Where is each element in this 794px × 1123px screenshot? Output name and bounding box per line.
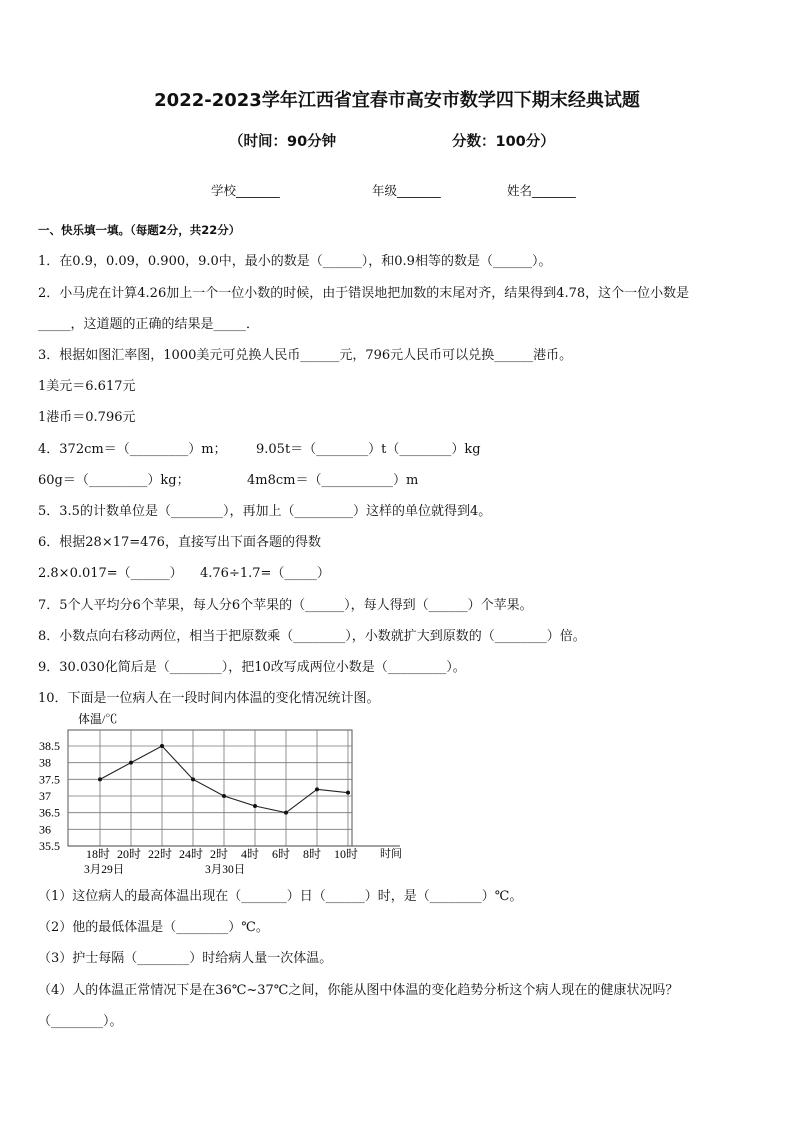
question-4-part1: 4．372cm＝（_________）m； xyxy=(38,442,227,457)
data-point xyxy=(129,761,133,765)
question-2-line2: _____，这道题的正确的结果是_____． xyxy=(38,317,260,332)
y-tick-label: 38 xyxy=(39,755,51,770)
question-3: 3．根据如图汇率图，1000美元可兑换人民币______元，796元人民币可以兑换______港币。 xyxy=(38,348,573,363)
question-10-4-line1: （4）人的体温正常情况下是在36℃~37℃之间，你能从图中体温的变化趋势分析这个病人现在的健康状况吗？ xyxy=(38,983,679,998)
question-10: 10．下面是一位病人在一段时间内体温的变化情况统计图。 xyxy=(38,691,380,706)
grade-field: 年级_______ xyxy=(372,183,441,198)
question-10-3: （3）护士每隔（________）时给病人量一次体温。 xyxy=(38,951,333,966)
x-tick-label: 18时 xyxy=(86,847,111,861)
data-point xyxy=(315,787,319,791)
date-label: 3月29日 xyxy=(84,864,125,876)
question-4-part2: 9.05t＝（________）t（________）kg xyxy=(256,442,481,457)
x-axis-label: 时间 xyxy=(380,848,402,860)
rate-hkd: 1港币＝0.796元 xyxy=(38,410,136,425)
data-point xyxy=(191,777,195,781)
question-8: 8．小数点向右移动两位，相当于把原数乘（________），小数就扩大到原数的（________）倍。 xyxy=(38,629,586,644)
x-tick-label: 6时 xyxy=(272,847,291,861)
question-6a: 2.8×0.017=（______） xyxy=(38,566,183,581)
data-point xyxy=(253,804,257,808)
y-tick-label: 36 xyxy=(39,822,51,837)
y-axis-label: 体温/℃ xyxy=(78,712,118,726)
x-tick-label: 8时 xyxy=(303,847,322,861)
score-info: 分数：100分） xyxy=(452,134,555,150)
question-2-line1: 2．小马虎在计算4.26加上一个一位小数的时候，由于错误地把加数的末尾对齐，结果得到4.78，这个一位小数是 xyxy=(38,286,690,301)
y-tick-label: 35.5 xyxy=(39,839,60,853)
x-tick-label: 22时 xyxy=(148,847,173,861)
date-label: 3月30日 xyxy=(205,864,246,876)
question-4-part4: 4m8cm＝（___________）m xyxy=(247,473,419,488)
question-4-part3: 60g＝（_________）kg； xyxy=(38,473,190,488)
x-tick-label: 2时 xyxy=(210,847,229,861)
x-tick-label: 10时 xyxy=(334,847,359,861)
rate-usd: 1美元＝6.617元 xyxy=(38,379,136,394)
question-10-4-line2: （________）。 xyxy=(38,1014,123,1029)
question-10-1: （1）这位病人的最高体温出现在（_______）日（______）时，是（________）℃。 xyxy=(38,889,523,904)
data-point xyxy=(160,744,164,748)
question-7: 7．5个人平均分6个苹果，每人分6个苹果的（______），每人得到（______）个苹果。 xyxy=(38,598,533,613)
time-info: （时间：90分钟 xyxy=(229,134,337,150)
y-tick-label: 37 xyxy=(39,789,51,803)
question-6: 6．根据28×17=476，直接写出下面各题的得数 xyxy=(38,535,321,550)
question-1: 1．在0.9，0.09，0.900，9.0中，最小的数是（______），和0.9相等的数是（______）。 xyxy=(38,254,552,269)
y-tick-label: 36.5 xyxy=(39,805,60,820)
x-tick-label: 24时 xyxy=(179,847,204,861)
school-field: 学校_______ xyxy=(211,183,280,198)
page-title: 2022-2023学年江西省宜春市高安市数学四下期末经典试题 xyxy=(154,90,640,111)
y-tick-label: 38.5 xyxy=(39,739,60,753)
data-point xyxy=(284,811,288,815)
y-tick-label: 37.5 xyxy=(39,772,60,787)
data-point xyxy=(98,777,102,781)
data-point xyxy=(222,794,226,798)
question-6b: 4.76÷1.7=（_____） xyxy=(200,566,330,581)
x-tick-label: 20时 xyxy=(117,847,142,861)
data-point xyxy=(346,791,350,795)
temperature-chart xyxy=(30,708,430,878)
question-9: 9．30.030化简后是（________），把10改写成两位小数是（_________）。 xyxy=(38,660,466,675)
x-tick-label: 4时 xyxy=(241,847,260,861)
question-5: 5．3.5的计数单位是（________），再加上（_________）这样的单位就得到4。 xyxy=(38,504,492,519)
section-heading: 一、快乐填一填。（每题2分，共22分） xyxy=(38,223,241,237)
name-field: 姓名_______ xyxy=(507,183,576,198)
question-10-2: （2）他的最低体温是（________）℃。 xyxy=(38,920,269,935)
